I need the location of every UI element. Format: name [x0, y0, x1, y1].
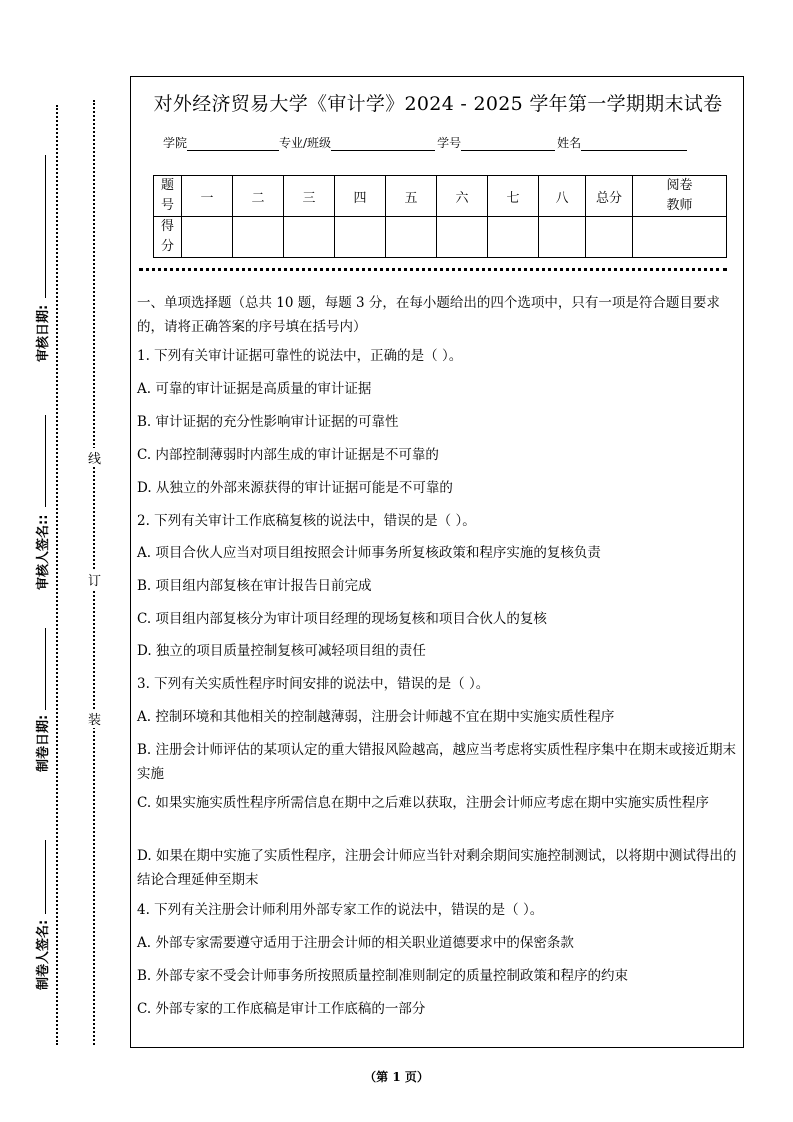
col-header-grader: 阅卷 教师: [633, 176, 727, 217]
auditor-signature-label: 审核人签名::: [36, 514, 51, 590]
col-header-4: 四: [335, 176, 386, 217]
score-cell[interactable]: [182, 217, 233, 258]
exam-title: 对外经济贸易大学《审计学》2024 - 2025 学年第一学期期末试卷: [153, 93, 723, 115]
option-item[interactable]: A. 外部专家需要遵守适用于注册会计师的相关职业道德要求中的保密条款: [137, 935, 574, 951]
dotted-separator: [139, 268, 727, 271]
score-cell[interactable]: [586, 217, 633, 258]
score-table-score-row: [154, 217, 727, 258]
section-intro: 一、单项选择题（总共 10 题，每题 3 分，在每小题给出的四个选项中，只有一项是符合题目要求的，请将正确答案的序号填在括号内）: [137, 295, 720, 335]
option-item[interactable]: B. 注册会计师评估的某项认定的重大错报风险越高，越应当考虑将实质性程序集中在期末或接近期末实施: [137, 742, 737, 782]
auditor-signature-underline: [45, 415, 46, 507]
preparer-signature-underline: [45, 840, 46, 914]
col-header-5: 五: [386, 176, 437, 217]
preparer-signature-label: 制卷人签名:: [36, 919, 51, 990]
question-number-header: 题 号: [154, 176, 182, 217]
student-id-label: 学号: [437, 136, 462, 150]
col-header-7: 七: [488, 176, 539, 217]
option-item[interactable]: B. 项目组内部复核在审计报告日前完成: [137, 578, 372, 594]
seal-char-xian: 线: [88, 448, 101, 467]
col-header-3: 三: [284, 176, 335, 217]
question-stem: 2. 下列有关审计工作底稿复核的说法中，错误的是（ ）。: [137, 513, 476, 529]
question-stem: 1. 下列有关审计证据可靠性的说法中，正确的是（ ）。: [137, 348, 463, 364]
prep-date-label: 制卷日期:: [36, 714, 51, 772]
col-header-6: 六: [437, 176, 488, 217]
name-field[interactable]: [581, 136, 687, 151]
option-item[interactable]: D. 从独立的外部来源获得的审计证据可能是不可靠的: [137, 480, 453, 496]
option-item[interactable]: A. 项目合伙人应当对项目组按照会计师事务所复核政策和程序实施的复核负责: [137, 545, 601, 561]
option-item[interactable]: C. 外部专家的工作底稿是审计工作底稿的一部分: [137, 1001, 426, 1017]
seal-char-zhuang: 装: [88, 709, 101, 728]
col-header-8: 八: [539, 176, 586, 217]
seal-char-ding: 订: [88, 570, 101, 589]
score-cell[interactable]: [437, 217, 488, 258]
student-id-field[interactable]: [461, 136, 555, 151]
prep-date-underline: [45, 628, 46, 710]
major-field[interactable]: [331, 136, 435, 151]
option-item[interactable]: D. 独立的项目质量控制复核可减轻项目组的责任: [137, 643, 426, 659]
audit-date-underline: [45, 155, 46, 298]
exam-frame: [130, 76, 744, 1048]
option-item[interactable]: C. 项目组内部复核分为审计项目经理的现场复核和项目合伙人的复核: [137, 611, 547, 627]
binding-dotted-line-left: [56, 105, 58, 1045]
option-item[interactable]: C. 内部控制薄弱时内部生成的审计证据是不可靠的: [137, 447, 439, 463]
score-table: [153, 175, 727, 258]
question-stem: 3. 下列有关实质性程序时间安排的说法中，错误的是（ ）。: [137, 676, 490, 692]
college-field[interactable]: [187, 136, 279, 151]
option-item[interactable]: A. 控制环境和其他相关的控制越薄弱，注册会计师越不宜在期中实施实质性程序: [137, 709, 615, 725]
name-label: 姓名: [557, 136, 582, 150]
student-info-line: [163, 134, 687, 151]
score-cell[interactable]: [488, 217, 539, 258]
option-item[interactable]: D. 如果在期中实施了实质性程序，注册会计师应当针对剩余期间实施控制测试，以将期中测试得出的结论合理延伸至期末: [137, 848, 737, 888]
col-header-total: 总分: [586, 176, 633, 217]
audit-date-label: 审核日期:: [36, 304, 51, 362]
score-cell[interactable]: [633, 217, 727, 258]
score-table-header-row: [154, 176, 727, 217]
college-label: 学院: [163, 136, 188, 150]
option-item[interactable]: B. 外部专家不受会计师事务所按照质量控制准则制定的质量控制政策和程序的约束: [137, 968, 629, 984]
score-cell[interactable]: [284, 217, 335, 258]
option-item[interactable]: A. 可靠的审计证据是高质量的审计证据: [137, 381, 372, 397]
option-item[interactable]: B. 审计证据的充分性影响审计证据的可靠性: [137, 414, 399, 430]
col-header-1: 一: [182, 176, 233, 217]
option-item[interactable]: C. 如果实施实质性程序所需信息在期中之后难以获取，注册会计师应考虑在期中实施实质性程序: [137, 795, 709, 811]
col-header-2: 二: [233, 176, 284, 217]
score-cell[interactable]: [539, 217, 586, 258]
score-row-header: 得 分: [154, 217, 182, 258]
score-cell[interactable]: [233, 217, 284, 258]
score-cell[interactable]: [335, 217, 386, 258]
major-label: 专业/班级: [279, 136, 332, 150]
question-stem: 4. 下列有关注册会计师利用外部专家工作的说法中，错误的是（ ）。: [137, 902, 544, 918]
page-number: （第 1 页）: [364, 1070, 429, 1084]
score-cell[interactable]: [386, 217, 437, 258]
